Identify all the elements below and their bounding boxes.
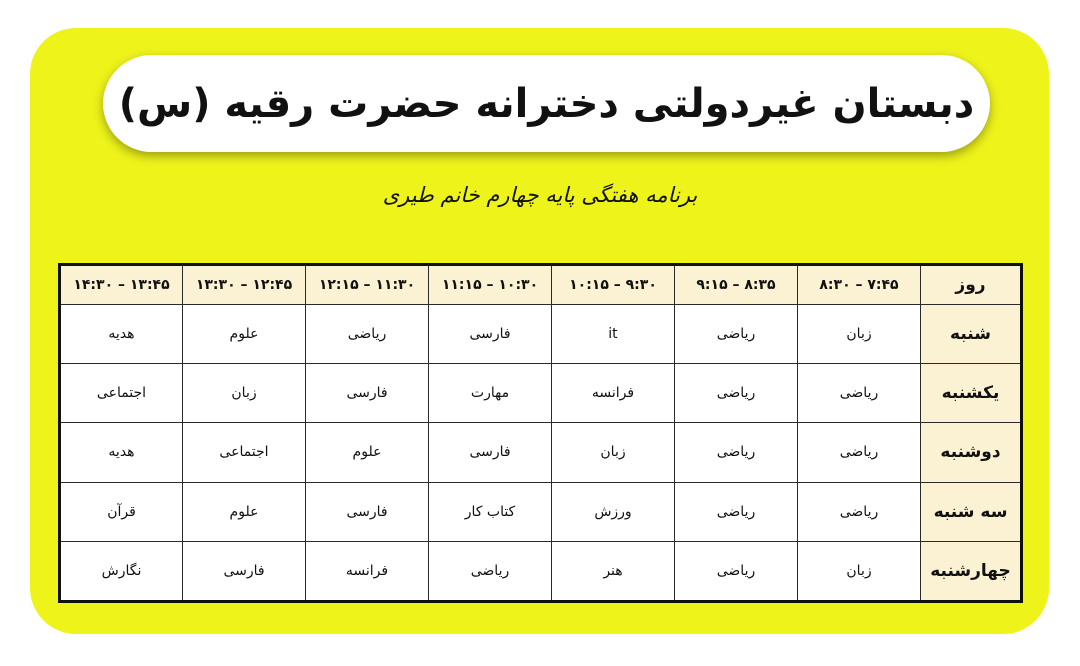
title-banner: [103, 55, 990, 152]
period-header: ۹:۱۵ – ۸:۳۵: [675, 265, 798, 305]
day-cell: شنبه: [921, 305, 1022, 364]
day-cell: دوشنبه: [921, 423, 1022, 482]
class-cell: فارسی: [429, 423, 552, 482]
class-cell: مهارت: [429, 364, 552, 423]
class-cell: علوم: [183, 482, 306, 541]
period-header: ۱۰:۱۵ – ۹:۳۰: [552, 265, 675, 305]
class-cell: علوم: [183, 305, 306, 364]
day-cell: یکشنبه: [921, 364, 1022, 423]
class-cell: فارسی: [429, 305, 552, 364]
class-cell: it: [552, 305, 675, 364]
table-row: [60, 482, 1022, 541]
class-cell: زبان: [552, 423, 675, 482]
class-cell: زبان: [798, 305, 921, 364]
class-cell: فارسی: [306, 482, 429, 541]
class-cell: فارسی: [306, 364, 429, 423]
period-header: ۸:۳۰ – ۷:۴۵: [798, 265, 921, 305]
class-cell: ریاضی: [675, 423, 798, 482]
class-cell: ریاضی: [798, 364, 921, 423]
class-cell: ریاضی: [675, 482, 798, 541]
class-cell: هدیه: [60, 423, 183, 482]
period-header: ۱۱:۱۵ – ۱۰:۳۰: [429, 265, 552, 305]
day-cell: چهارشنبه: [921, 541, 1022, 601]
class-cell: فرانسه: [552, 364, 675, 423]
class-cell: فارسی: [183, 541, 306, 601]
class-cell: ورزش: [552, 482, 675, 541]
class-cell: زبان: [798, 541, 921, 601]
class-cell: کتاب کار: [429, 482, 552, 541]
class-cell: قرآن: [60, 482, 183, 541]
table-row: [60, 541, 1022, 601]
day-column-header: روز: [921, 265, 1022, 305]
class-cell: اجتماعی: [183, 423, 306, 482]
schedule-subtitle: برنامه هفتگی پایه چهارم خانم طیری: [382, 183, 698, 207]
header-row: [60, 265, 1022, 305]
period-header: ۱۳:۳۰ – ۱۲:۴۵: [183, 265, 306, 305]
table-row: [60, 364, 1022, 423]
class-cell: اجتماعی: [60, 364, 183, 423]
class-cell: علوم: [306, 423, 429, 482]
class-cell: ریاضی: [306, 305, 429, 364]
class-cell: ریاضی: [798, 482, 921, 541]
period-header: ۱۴:۳۰ – ۱۳:۴۵: [60, 265, 183, 305]
class-cell: هدیه: [60, 305, 183, 364]
class-cell: ریاضی: [675, 305, 798, 364]
table-row: [60, 305, 1022, 364]
class-cell: ریاضی: [798, 423, 921, 482]
table-row: [60, 423, 1022, 482]
class-cell: فرانسه: [306, 541, 429, 601]
class-cell: ریاضی: [429, 541, 552, 601]
class-cell: ریاضی: [675, 541, 798, 601]
school-title: دبستان غیردولتی دخترانه حضرت رقیه (س): [118, 80, 975, 127]
class-cell: هنر: [552, 541, 675, 601]
period-header: ۱۲:۱۵ – ۱۱:۳۰: [306, 265, 429, 305]
class-cell: ریاضی: [675, 364, 798, 423]
day-cell: سه شنبه: [921, 482, 1022, 541]
class-cell: نگارش: [60, 541, 183, 601]
weekly-schedule-table: [58, 263, 1023, 603]
class-cell: زبان: [183, 364, 306, 423]
